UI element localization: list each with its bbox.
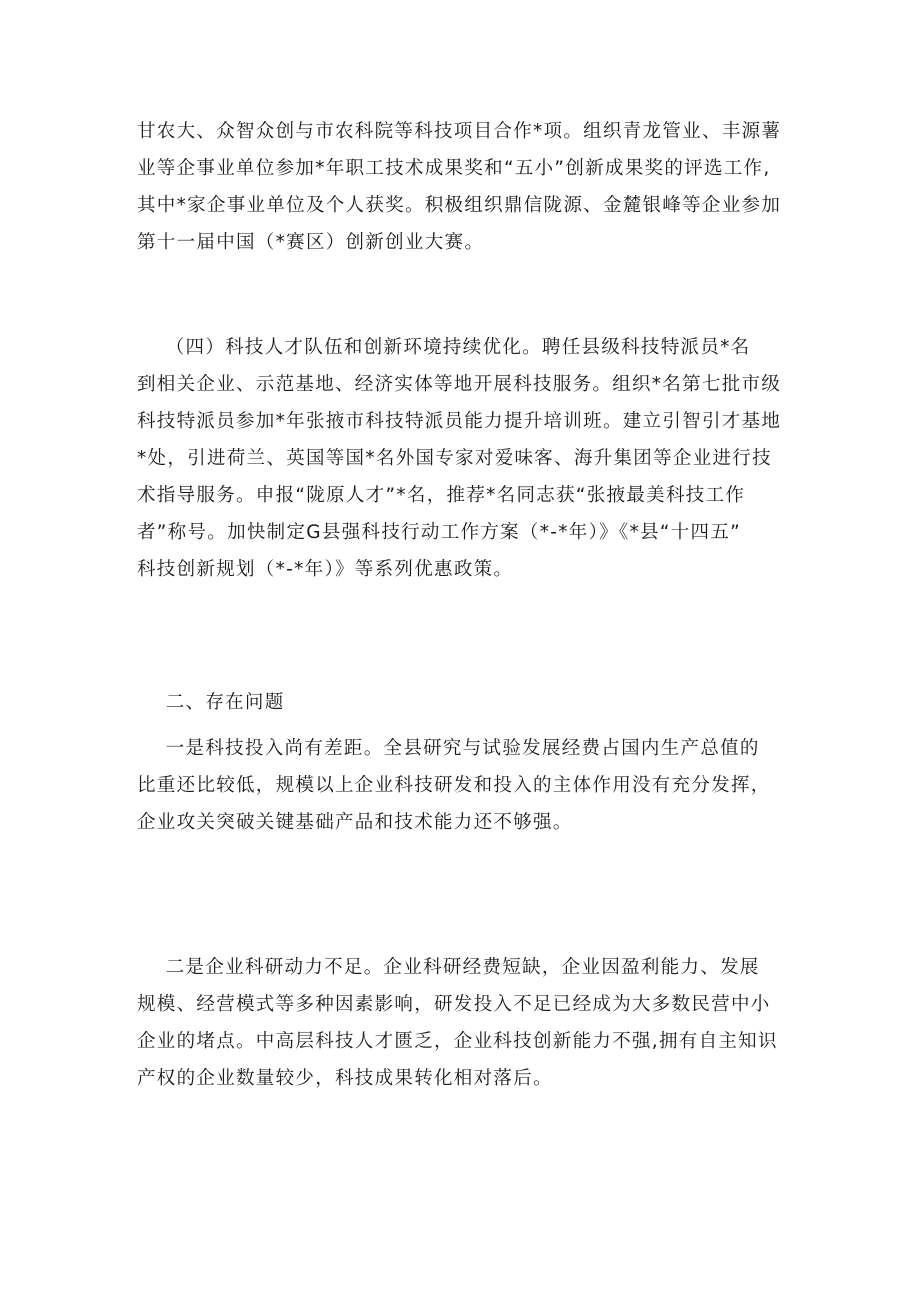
paragraph-rd-motivation [137,949,797,1097]
section-heading [137,684,797,721]
paragraph-cooperation [137,113,797,261]
text-line: 企业攻关突破关键基础产品和技术能力还不够强。 [137,812,573,833]
text-line: *处，引进荷兰、英国等国*名外国专家对爱味客、海升集团等企业进行技 [137,448,772,469]
text-line: 业等企事业单位参加*年职工技术成果奖和“五小”创新成果奖的评选工作, [137,158,771,179]
text-line: 产权的企业数量较少，科技成果转化相对落后。 [137,1068,553,1089]
heading-text: 二、存在问题 [137,692,285,713]
paragraph-investment-gap [137,730,797,841]
text-line: 企业的堵点。中高层科技人才匮乏，企业科技创新能力不强,拥有自主知识 [137,1031,778,1052]
text-line: 到相关企业、示范基地、经济实体等地开展科技服务。组织*名第七批市级 [137,374,782,395]
text-line: （四）科技人才队伍和创新环境持续优化。聘任县级科技特派员*名 [137,337,751,358]
paragraph-talent [137,329,797,588]
text-line: 其中*家企事业单位及个人获奖。积极组织鼎信陇源、金麓银峰等企业参加 [137,195,782,216]
text-line: 第十一届中国（*赛区）创新创业大赛。 [137,232,485,253]
text-line: 科技特派员参加*年张掖市科技特派员能力提升培训班。建立引智引才基地 [137,411,782,432]
text-line: 比重还比较低，规模以上企业科技研发和投入的主体作用没有充分发挥， [137,775,771,796]
text-line: 科技创新规划（*-*年）》等系列优惠政策。 [137,559,514,580]
text-line: 术指导服务。申报“陇原人才”*名，推荐*名同志获“张掖最美科技工作 [137,485,746,506]
text-line: 规模、经营模式等多种因素影响，研发投入不足已经成为大多数民营中小 [137,994,771,1015]
text-line: 者”称号。加快制定G县强科技行动工作方案（*-*年）》《*县“十四五” [137,522,742,543]
text-line: 二是企业科研动力不足。企业科研经费短缺，企业因盈利能力、发展 [137,957,760,978]
text-line: 一是科技投入尚有差距。全县研究与试验发展经费占国内生产总值的 [137,738,760,759]
text-line: 甘农大、众智众创与市农科院等科技项目合作*项。组织青龙管业、丰源薯 [137,121,782,142]
